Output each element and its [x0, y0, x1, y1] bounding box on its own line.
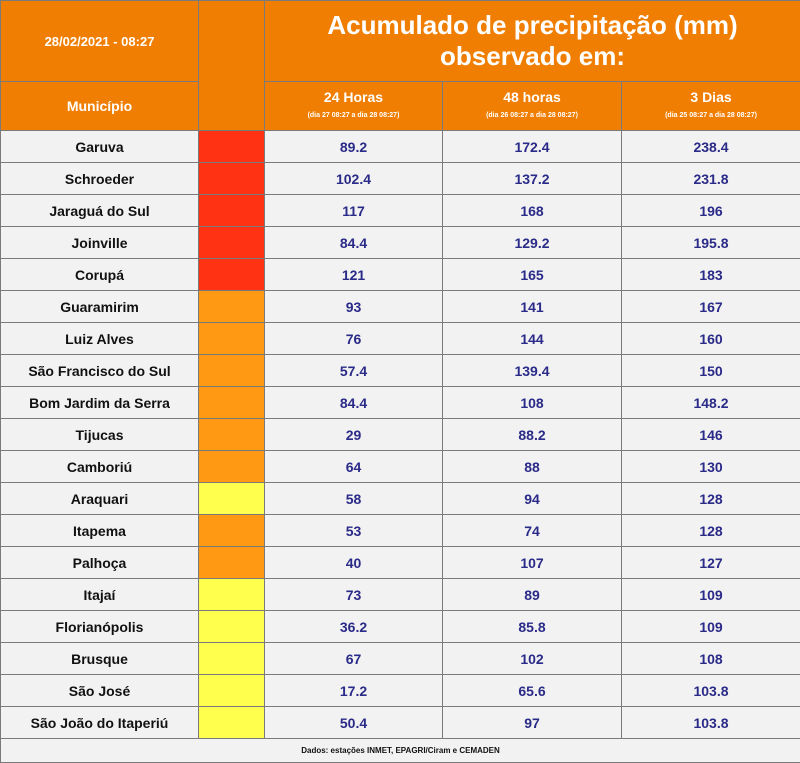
value-48h: 137.2 — [443, 163, 622, 195]
municipio-name: Palhoça — [1, 547, 199, 579]
value-3d: 167 — [622, 291, 800, 323]
value-3d: 103.8 — [622, 707, 800, 739]
municipio-name: Joinville — [1, 227, 199, 259]
alert-level-cell — [199, 675, 265, 707]
title-line-2: observado em: — [265, 41, 800, 72]
alert-level-cell — [199, 227, 265, 259]
value-48h: 108 — [443, 387, 622, 419]
table-row — [1, 163, 800, 195]
alert-level-cell — [199, 131, 265, 163]
value-24h: 121 — [265, 259, 443, 291]
value-48h: 97 — [443, 707, 622, 739]
municipio-name: Florianópolis — [1, 611, 199, 643]
value-24h: 93 — [265, 291, 443, 323]
value-3d: 128 — [622, 483, 800, 515]
table-row — [1, 547, 800, 579]
table-row — [1, 643, 800, 675]
alert-level-cell — [199, 515, 265, 547]
alert-level-cell — [199, 611, 265, 643]
value-24h: 117 — [265, 195, 443, 227]
table-row — [1, 675, 800, 707]
value-24h: 17.2 — [265, 675, 443, 707]
municipio-name: São Francisco do Sul — [1, 355, 199, 387]
alert-level-cell — [199, 483, 265, 515]
municipio-name: São João do Itaperiú — [1, 707, 199, 739]
value-48h: 139.4 — [443, 355, 622, 387]
value-3d: 231.8 — [622, 163, 800, 195]
value-48h: 168 — [443, 195, 622, 227]
alert-level-cell — [199, 707, 265, 739]
value-24h: 29 — [265, 419, 443, 451]
alert-level-cell — [199, 259, 265, 291]
table-row — [1, 451, 800, 483]
value-3d: 195.8 — [622, 227, 800, 259]
value-3d: 238.4 — [622, 131, 800, 163]
value-48h: 141 — [443, 291, 622, 323]
municipio-name: Araquari — [1, 483, 199, 515]
period-header-3d — [622, 82, 800, 131]
value-3d: 160 — [622, 323, 800, 355]
municipio-column-header: Município — [1, 82, 199, 131]
period-header-24h — [265, 82, 443, 131]
value-48h: 107 — [443, 547, 622, 579]
value-24h: 36.2 — [265, 611, 443, 643]
table-row — [1, 419, 800, 451]
table-row — [1, 227, 800, 259]
value-48h: 144 — [443, 323, 622, 355]
municipio-name: Luiz Alves — [1, 323, 199, 355]
table-row — [1, 259, 800, 291]
alert-level-cell — [199, 547, 265, 579]
value-48h: 102 — [443, 643, 622, 675]
value-3d: 109 — [622, 611, 800, 643]
value-48h: 89 — [443, 579, 622, 611]
value-3d: 128 — [622, 515, 800, 547]
municipio-name: Camboriú — [1, 451, 199, 483]
value-3d: 183 — [622, 259, 800, 291]
table-row — [1, 579, 800, 611]
table-row — [1, 515, 800, 547]
value-24h: 40 — [265, 547, 443, 579]
value-48h: 74 — [443, 515, 622, 547]
municipio-name: Brusque — [1, 643, 199, 675]
value-24h: 73 — [265, 579, 443, 611]
value-24h: 57.4 — [265, 355, 443, 387]
value-24h: 58 — [265, 483, 443, 515]
value-48h: 172.4 — [443, 131, 622, 163]
value-3d: 148.2 — [622, 387, 800, 419]
value-48h: 165 — [443, 259, 622, 291]
municipio-name: Jaraguá do Sul — [1, 195, 199, 227]
alert-level-cell — [199, 163, 265, 195]
value-3d: 146 — [622, 419, 800, 451]
value-48h: 65.6 — [443, 675, 622, 707]
municipio-name: Itapema — [1, 515, 199, 547]
value-24h: 89.2 — [265, 131, 443, 163]
alert-level-cell — [199, 195, 265, 227]
value-48h: 129.2 — [443, 227, 622, 259]
value-48h: 94 — [443, 483, 622, 515]
value-48h: 85.8 — [443, 611, 622, 643]
value-48h: 88 — [443, 451, 622, 483]
alert-level-cell — [199, 579, 265, 611]
period-range: (dia 27 08:27 a dia 28 08:27) — [265, 109, 442, 123]
data-source-footer: Dados: estações INMET, EPAGRI/Ciram e CEMADEN — [1, 739, 800, 763]
value-24h: 84.4 — [265, 227, 443, 259]
table-row — [1, 387, 800, 419]
municipio-name: Bom Jardim da Serra — [1, 387, 199, 419]
value-24h: 76 — [265, 323, 443, 355]
period-range: (dia 26 08:27 a dia 28 08:27) — [443, 109, 621, 123]
value-3d: 127 — [622, 547, 800, 579]
table-row — [1, 291, 800, 323]
table-row — [1, 355, 800, 387]
table-row — [1, 131, 800, 163]
value-3d: 108 — [622, 643, 800, 675]
value-3d: 103.8 — [622, 675, 800, 707]
table-row — [1, 323, 800, 355]
alert-level-cell — [199, 323, 265, 355]
municipio-name: São José — [1, 675, 199, 707]
value-24h: 50.4 — [265, 707, 443, 739]
alert-level-cell — [199, 419, 265, 451]
municipio-name: Guaramirim — [1, 291, 199, 323]
municipio-name: Garuva — [1, 131, 199, 163]
municipio-name: Itajaí — [1, 579, 199, 611]
table-title — [265, 1, 800, 82]
period-label: 3 Dias — [622, 90, 800, 104]
period-header-48h — [443, 82, 622, 131]
title-line-1: Acumulado de precipitação (mm) — [265, 10, 800, 41]
value-3d: 150 — [622, 355, 800, 387]
alert-level-cell — [199, 387, 265, 419]
value-24h: 102.4 — [265, 163, 443, 195]
value-48h: 88.2 — [443, 419, 622, 451]
table-row — [1, 483, 800, 515]
table-row — [1, 611, 800, 643]
value-3d: 130 — [622, 451, 800, 483]
value-24h: 67 — [265, 643, 443, 675]
value-24h: 53 — [265, 515, 443, 547]
alert-color-header — [199, 1, 265, 131]
value-24h: 64 — [265, 451, 443, 483]
municipio-name: Tijucas — [1, 419, 199, 451]
municipio-name: Corupá — [1, 259, 199, 291]
report-datetime: 28/02/2021 - 08:27 — [1, 1, 199, 82]
value-24h: 84.4 — [265, 387, 443, 419]
municipio-name: Schroeder — [1, 163, 199, 195]
period-label: 24 Horas — [265, 90, 442, 104]
value-3d: 196 — [622, 195, 800, 227]
period-label: 48 horas — [443, 90, 621, 104]
value-3d: 109 — [622, 579, 800, 611]
table-row — [1, 707, 800, 739]
table-row — [1, 195, 800, 227]
alert-level-cell — [199, 355, 265, 387]
alert-level-cell — [199, 451, 265, 483]
period-range: (dia 25 08:27 a dia 28 08:27) — [622, 109, 800, 123]
alert-level-cell — [199, 291, 265, 323]
alert-level-cell — [199, 643, 265, 675]
